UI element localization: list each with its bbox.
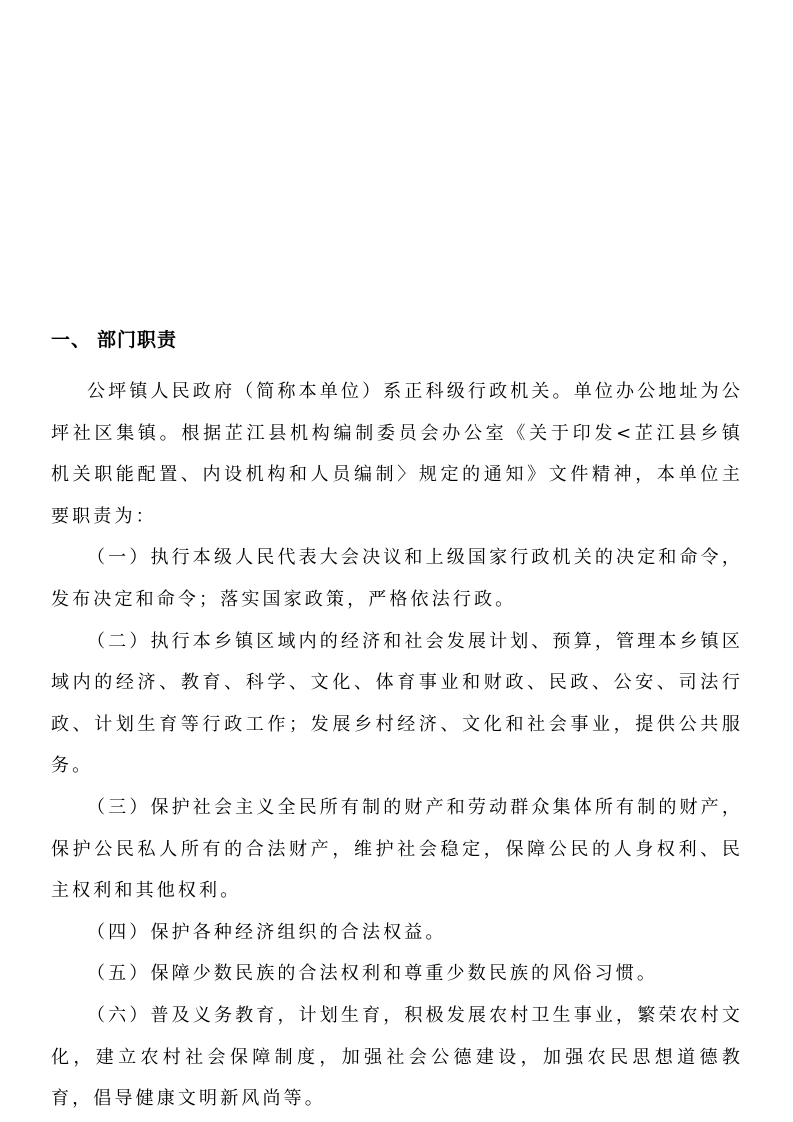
duty-item-2: （二）执行本乡镇区域内的经济和社会发展计划、预算，管理本乡镇区域内的经济、教育、科学、文化、体育事业和财政、民政、公安、司法行政、计划生育等行政工作；发展乡村经济、文化和社会事业，提供公共服务。 — [51, 630, 743, 777]
section-body — [51, 371, 743, 1120]
duty-item-5: （五）保障少数民族的合法权利和尊重少数民族的风俗习惯。 — [87, 963, 659, 985]
duty-item-4: （四）保护各种经济组织的合法权益。 — [87, 921, 447, 943]
section-title: 部门职责 — [97, 329, 178, 351]
duty-item-6: （六）普及义务教育，计划生育，积极发展农村卫生事业，繁荣农村文化，建立农村社会保障制度，加强社会公德建设，加强农民思想道德教育，倡导健康文明新风尚等。 — [51, 1004, 743, 1110]
section-heading — [51, 326, 177, 354]
duty-item-1: （一）执行本级人民代表大会决议和上级国家行政机关的决定和命令，发布决定和命令；落实国家政策，严格依法行政。 — [51, 547, 743, 610]
section-number: 一、 — [51, 329, 92, 351]
intro-paragraph: 公坪镇人民政府（简称本单位）系正科级行政机关。单位办公地址为公坪社区集镇。根据芷江县机构编制委员会办公室《关于印发<芷江县乡镇机关职能配置、内设机构和人员编制〉规定的通知》文件精神，本单位主要职责为： — [51, 381, 743, 527]
duty-item-3: （三）保护社会主义全民所有制的财产和劳动群众集体所有制的财产，保护公民私人所有的合法财产，维护社会稳定，保障公民的人身权利、民主权利和其他权利。 — [51, 796, 743, 902]
